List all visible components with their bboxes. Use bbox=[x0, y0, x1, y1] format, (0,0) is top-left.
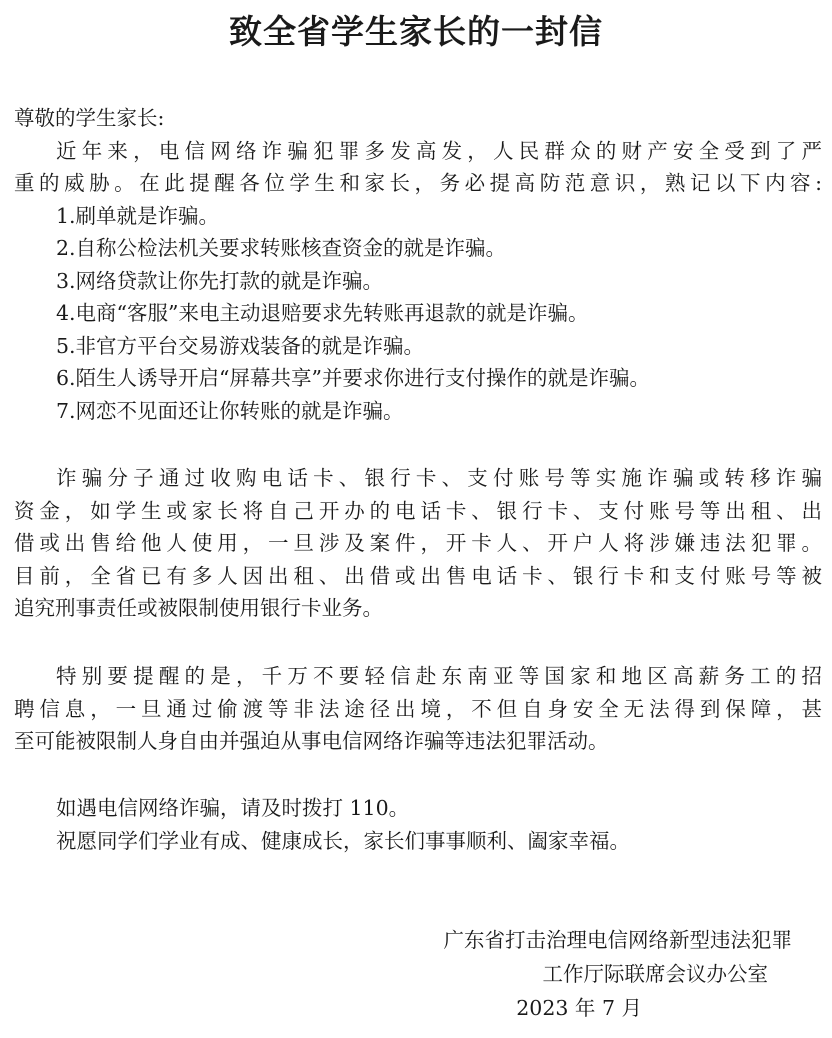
list-item: 5.非官方平台交易游戏装备的就是诈骗。 bbox=[56, 333, 425, 358]
intro-line-1: 近年来，电信网络诈骗犯罪多发高发，人民群众的财产安全受到了严 bbox=[56, 138, 822, 163]
para2-line-1: 诈骗分子通过收购电话卡、银行卡、支付账号等实施诈骗或转移诈骗 bbox=[56, 466, 822, 490]
intro-line-2: 重的威胁。在此提醒各位学生和家长，务必提高防范意识，熟记以下内容: bbox=[14, 171, 822, 195]
signature-org-line-2: 工作厅际联席会议办公室 bbox=[542, 962, 768, 986]
para2-line-2: 资金，如学生或家长将自己开办的电话卡、银行卡、支付账号等出租、出 bbox=[14, 498, 822, 523]
closing-line-1: 如遇电信网络诈骗，请及时拨打 110。 bbox=[56, 796, 410, 820]
list-item: 2.自称公检法机关要求转账核查资金的就是诈骗。 bbox=[56, 236, 507, 260]
para3-line-2: 聘信息，一旦通过偷渡等非法途径出境，不但自身安全无法得到保障，甚 bbox=[14, 696, 822, 721]
para3-line-1: 特别要提醒的是，千万不要轻信赴东南亚等国家和地区高薪务工的招 bbox=[56, 664, 822, 688]
list-item: 1.刷单就是诈骗。 bbox=[56, 203, 220, 228]
closing bbox=[14, 792, 822, 857]
signature-org-line-1: 广东省打击治理电信网络新型违法犯罪 bbox=[443, 928, 792, 952]
list-item: 7.网恋不见面还让你转账的就是诈骗。 bbox=[56, 398, 404, 423]
paragraph-3 bbox=[14, 660, 822, 758]
signature-date: 2023 年 7 月 bbox=[516, 996, 642, 1020]
list-item: 4.电商“客服”来电主动退赔要求先转账再退款的就是诈骗。 bbox=[56, 301, 589, 325]
para2-line-3: 借或出售给他人使用，一旦涉及案件，开卡人、开户人将涉嫌违法犯罪。 bbox=[14, 531, 822, 555]
salutation: 尊敬的学生家长: bbox=[14, 106, 165, 130]
para2-line-5: 追究刑事责任或被限制使用银行卡业务。 bbox=[14, 596, 383, 620]
para3-line-3: 至可能被限制人身自由并强迫从事电信网络诈骗等违法犯罪活动。 bbox=[14, 729, 609, 753]
closing-line-2: 祝愿同学们学业有成、健康成长，家长们事事顺利、阖家幸福。 bbox=[56, 828, 630, 853]
letter-title: 致全省学生家长的一封信 bbox=[229, 12, 603, 51]
paragraph-2 bbox=[14, 462, 822, 625]
list-item: 3.网络贷款让你先打款的就是诈骗。 bbox=[56, 268, 384, 293]
list-item: 6.陌生人诱导开启“屏幕共享”并要求你进行支付操作的就是诈骗。 bbox=[56, 366, 651, 390]
para2-line-4: 目前，全省已有多人因出租、出借或出售电话卡、银行卡和支付账号等被 bbox=[14, 563, 822, 588]
letter-opening bbox=[14, 102, 822, 427]
